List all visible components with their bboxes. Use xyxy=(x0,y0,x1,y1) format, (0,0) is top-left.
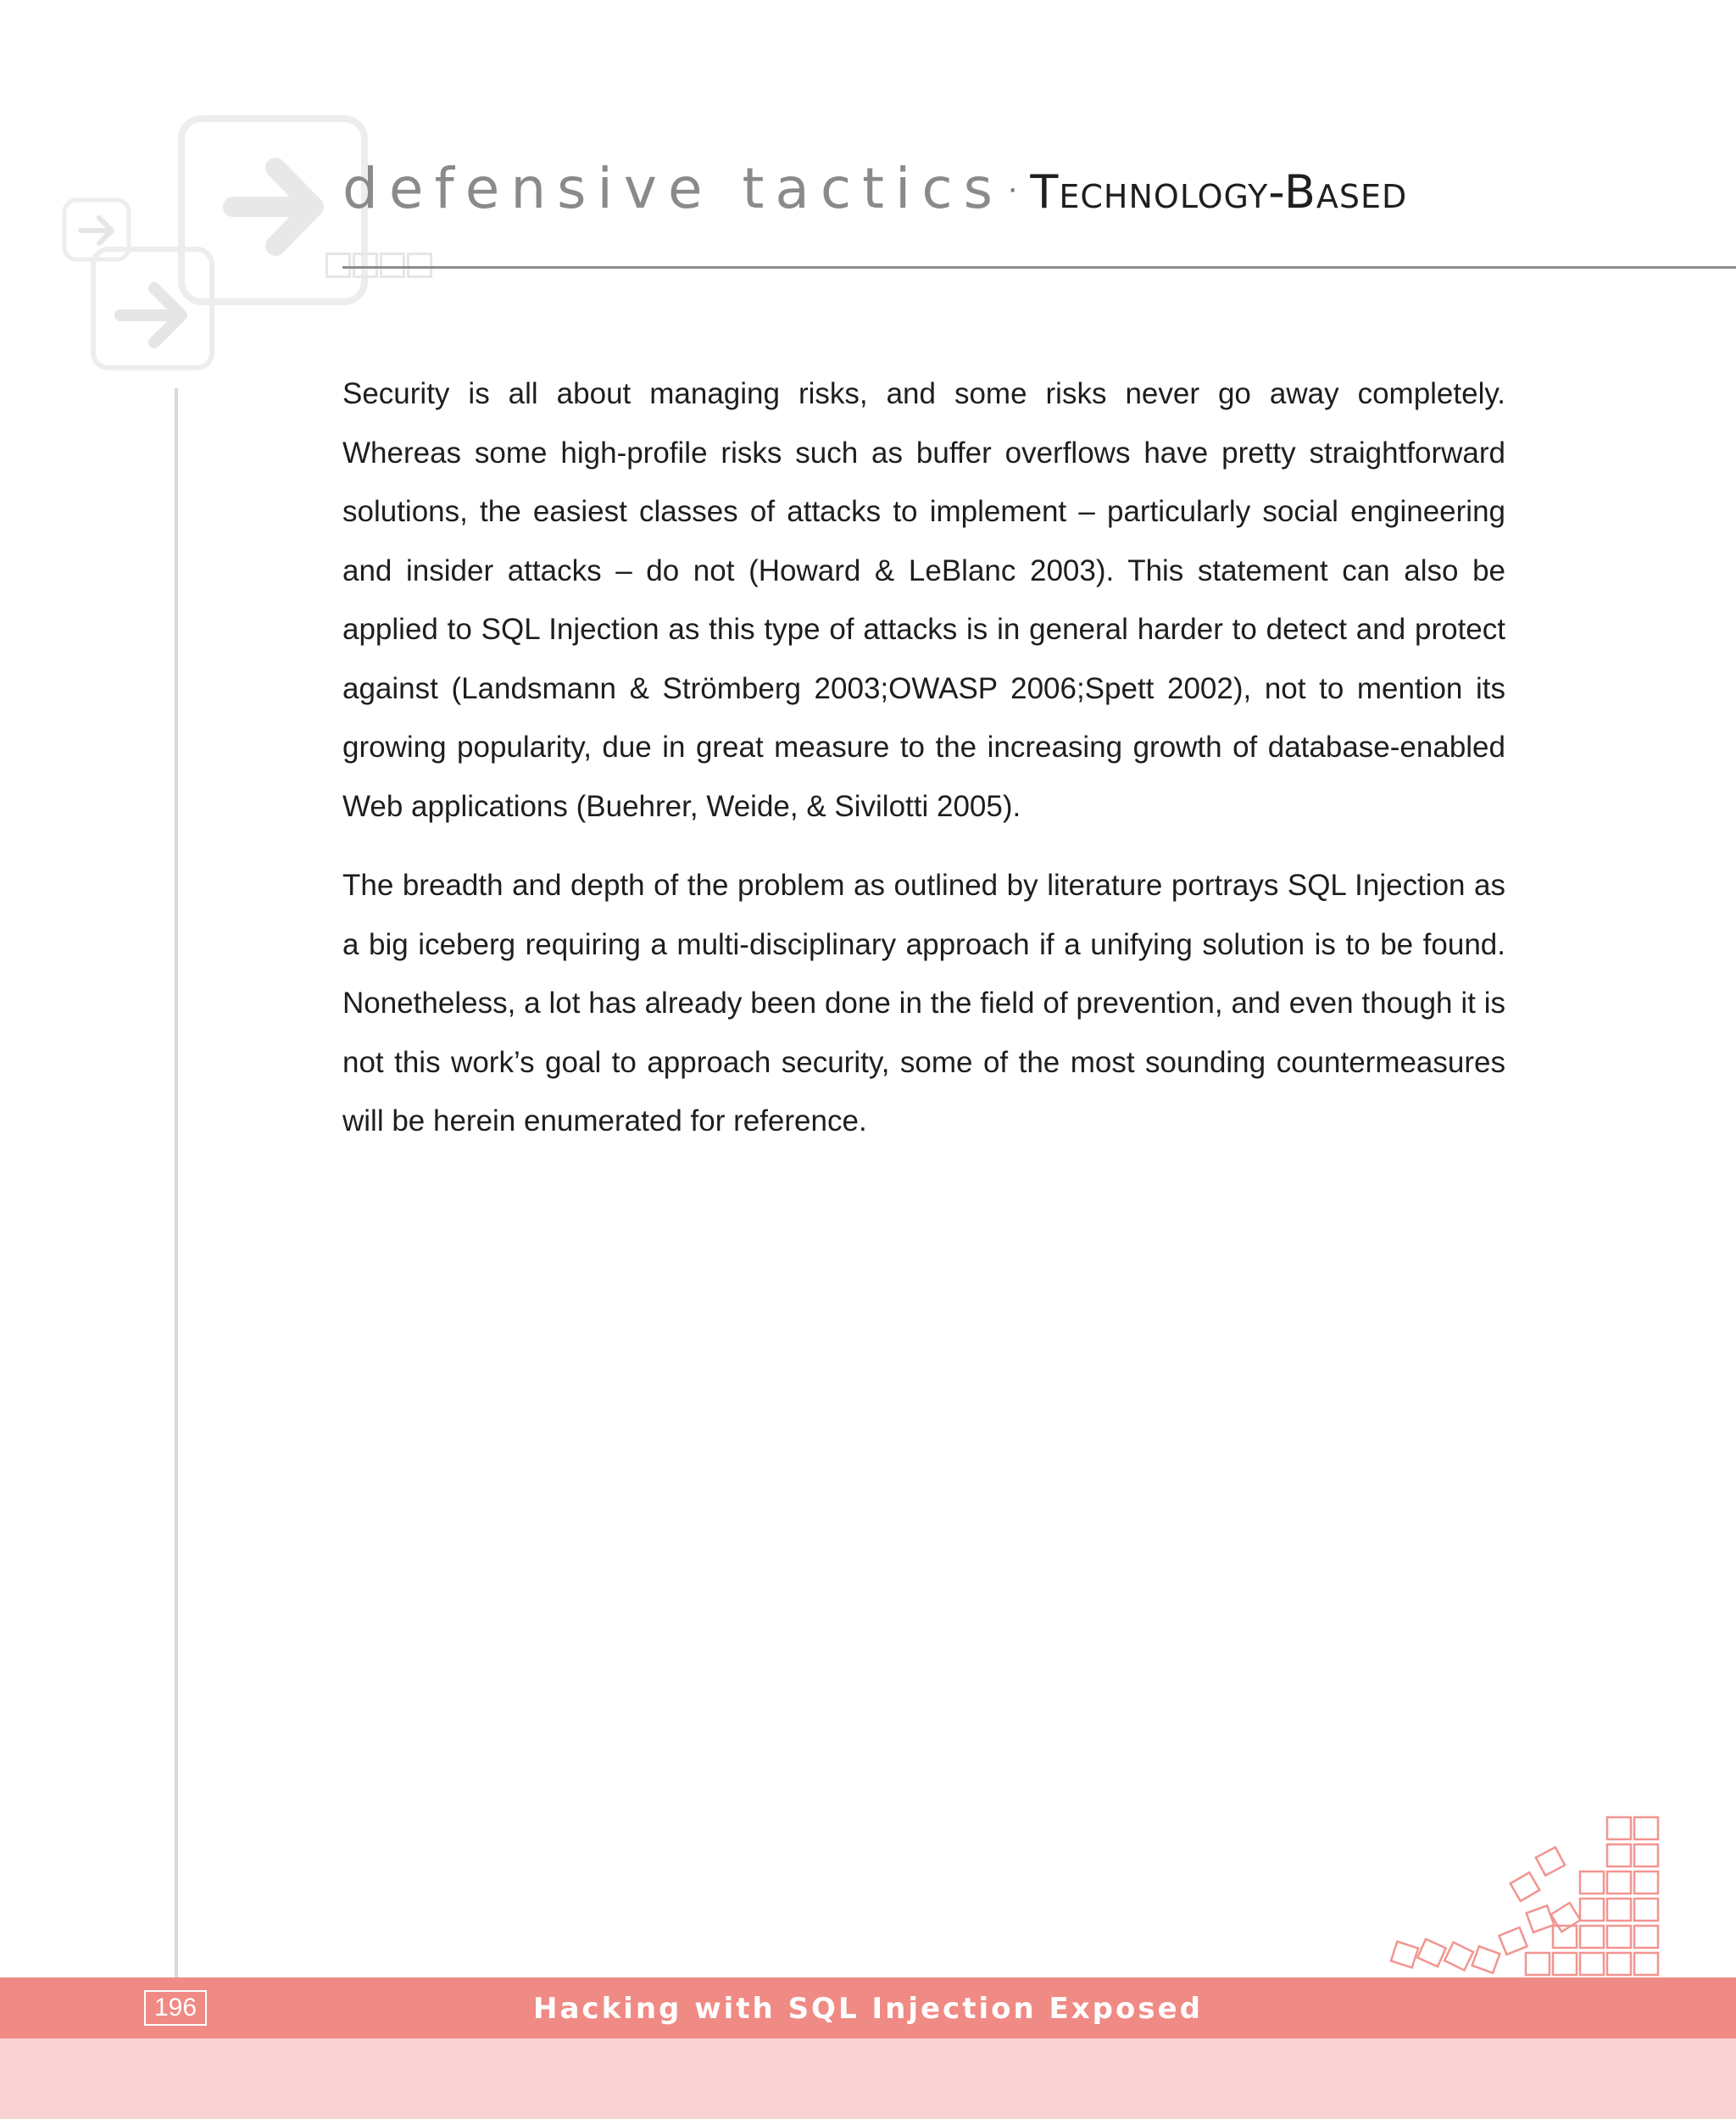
header-rule xyxy=(342,266,1736,269)
header-boxes-decoration xyxy=(326,253,432,278)
header-separator: · xyxy=(1007,170,1019,207)
paragraph: Security is all about managing risks, and some risks never go away completely. Whereas some high-profile risks such as buffer overflows have pretty straightforward solutions, the easiest classes of attacks to implement – particularly social engineering and insider attacks – do not (Howard & LeBlanc 2003). This statement can also be applied to SQL Injection as this type of attacks is in general harder to detect and protect against (Landsmann & Strömberg 2003;OWASP 2006;Spett 2002), not to mention its growing popularity, due in great measure to the increasing growth of database-enabled Web applications (Buehrer, Weide, & Sivilotti 2005). xyxy=(342,377,1505,823)
section-title-dark: Technology-Based xyxy=(1030,165,1408,219)
section-header xyxy=(342,156,1408,221)
paragraph: The breadth and depth of the problem as outlined by literature portrays SQL Injection as a big iceberg requiring a multi-disciplinary approach if a unifying solution is to be found. Nonetheless, a lot has already been done in the field of prevention, and even though it is not this work’s goal to approach security, some of the most sounding countermeasures will be herein enumerated for reference. xyxy=(342,869,1505,1137)
page-number: 196 xyxy=(144,1990,207,2026)
left-margin-rule xyxy=(175,388,178,1982)
footer-bottom-band xyxy=(0,2038,1736,2119)
section-title-light: defensive tactics xyxy=(342,156,1004,221)
body-text xyxy=(342,364,1505,1171)
book-title: Hacking with SQL Injection Exposed xyxy=(533,1992,1203,2026)
